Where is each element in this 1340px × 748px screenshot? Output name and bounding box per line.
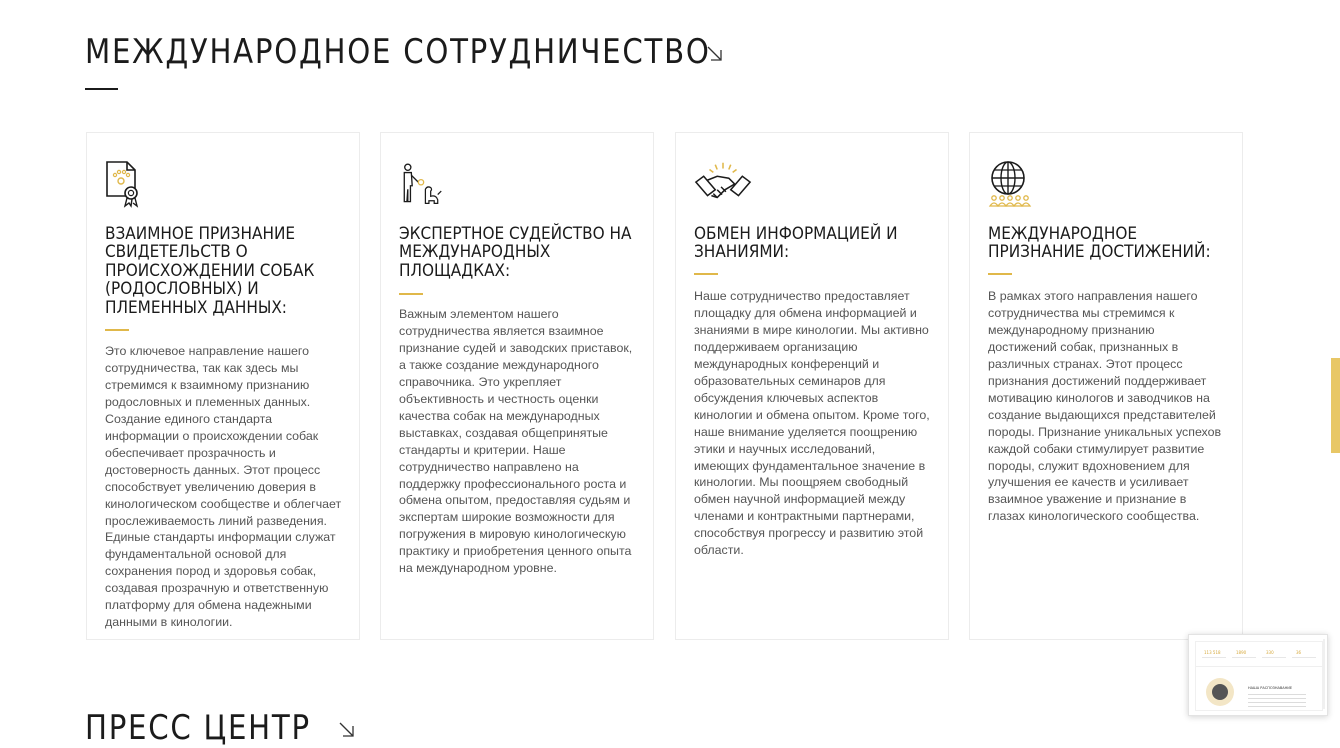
title-underline [85,88,118,90]
preview-text-line [1248,706,1306,707]
card-pedigree-recognition [86,132,360,640]
preview-stat: 36 [1296,650,1302,655]
arrow-down-right-icon[interactable] [337,720,357,740]
preview-stat-caption [1202,657,1226,658]
preview-dog-icon [1212,684,1228,700]
next-section-title: ПРЕСС ЦЕНТР [85,708,311,748]
next-section-header [85,708,485,748]
section-title: МЕЖДУНАРОДНОЕ СОТРУДНИЧЕСТВО [85,32,711,72]
page-preview-thumbnail[interactable] [1188,634,1328,716]
title-accent-line [694,273,718,275]
preview-stat-caption [1262,657,1286,658]
card-expert-judging [380,132,654,640]
card-description: В рамках этого направления нашего сотрудничества мы стремимся к международному признанию достижений собак, признанных в различных странах. Этот процесс признания достижений поддерживает мотивацию кинологов и заводчиков на создание выдающихся представителей породы. Признание уникальных успехов каждой собаки стимулирует развитие породы, служит вдохновением для улучшения ее качеств и усиливает взаимное уважение и признание в глазах кинологического сообщества. [988,289,1222,524]
preview-text-line [1248,698,1306,699]
card-title: ОБМЕН ИНФОРМАЦИЕЙ И ЗНАНИЯМИ: [694,224,898,263]
card-description: Важным элементом нашего сотрудничества является взаимное признание судей и заводских приставок, а также создание международного справочника. Это укрепляет объективность и честность оценки качества собак на международных выставках, создавая общепринятые стандарты и критерии. Наше сотрудничество направлено на поддержку профессионального роста и обмена опытом, предоставляя судьям и экспертам широкие возможности для погружения в мировую кинологическую практику и приобретения ценного опыта на международном уровне. [399,307,633,576]
card-title: МЕЖДУНАРОДНОЕ ПРИЗНАНИЕ ДОСТИЖЕНИЙ: [988,224,1211,263]
card-achievement-recognition [969,132,1243,640]
card-title: ВЗАИМНОЕ ПРИЗНАНИЕ СВИДЕТЕЛЬСТВ О ПРОИСХОЖДЕНИИ СОБАК (РОДОСЛОВНЫХ) И ПЛЕМЕННЫХ ДАННЫХ: [105,224,315,318]
preview-content [1195,641,1323,711]
preview-stat: 330 [1266,650,1274,655]
card-title: ЭКСПЕРТНОЕ СУДЕЙСТВО НА МЕЖДУНАРОДНЫХ ПЛОЩАДКАХ: [399,224,632,281]
preview-stat: 1890 [1236,650,1247,655]
preview-text-line [1248,694,1306,695]
preview-stat-caption [1292,657,1316,658]
card-information-exchange [675,132,949,640]
section-header [85,32,785,102]
judge-with-dog-icon [399,160,443,208]
card-description: Это ключевое направление нашего сотрудничества, так как здесь мы стремимся к взаимному признанию родословных и племенных данных. Создание единого стандарта информации о происхождении собак обеспечивает прозрачность и достоверность данных. Этот процесс способствует увеличению доверия в кинологическом сообществе и облегчает прослеживаемость линий разведения. Единые стандарты информации служат фундаментальной основой для сохранения пород и здоровья собак, создавая прозрачную и ответственную платформу для обмена надежными данными в кинологии. [105,344,342,630]
preview-heading: НАША РАСПОЗНАВАНИЕ [1248,686,1293,690]
title-accent-line [399,293,423,295]
side-tab[interactable] [1331,358,1340,453]
preview-text-line [1248,702,1306,703]
title-accent-line [988,273,1012,275]
globe-people-icon [988,160,1032,208]
preview-stat-caption [1232,657,1256,658]
certificate-paw-icon [105,160,149,208]
title-accent-line [105,329,129,331]
handshake-icon [694,160,752,208]
card-description: Наше сотрудничество предоставляет площадку для обмена информацией и знаниями в мире кинологии. Мы активно поддерживаем организацию международных конференций и образовательных семинаров для обсуждения ключевых аспектов кинологии и обмена опытом. Кроме того, наше внимание уделяется поощрению этики и научных исследований, имеющих фундаментальное значение в кинологии. Мы поощряем свободный обмен научной информацией между членами и контрактными партнерами, способствуя прогрессу и развитию этой области. [694,289,930,558]
preview-scrollbar [1323,639,1325,709]
cards-grid [86,132,1246,642]
arrow-down-right-icon[interactable] [705,44,725,64]
preview-stat: 113 518 [1204,650,1221,655]
preview-divider [1196,666,1322,667]
